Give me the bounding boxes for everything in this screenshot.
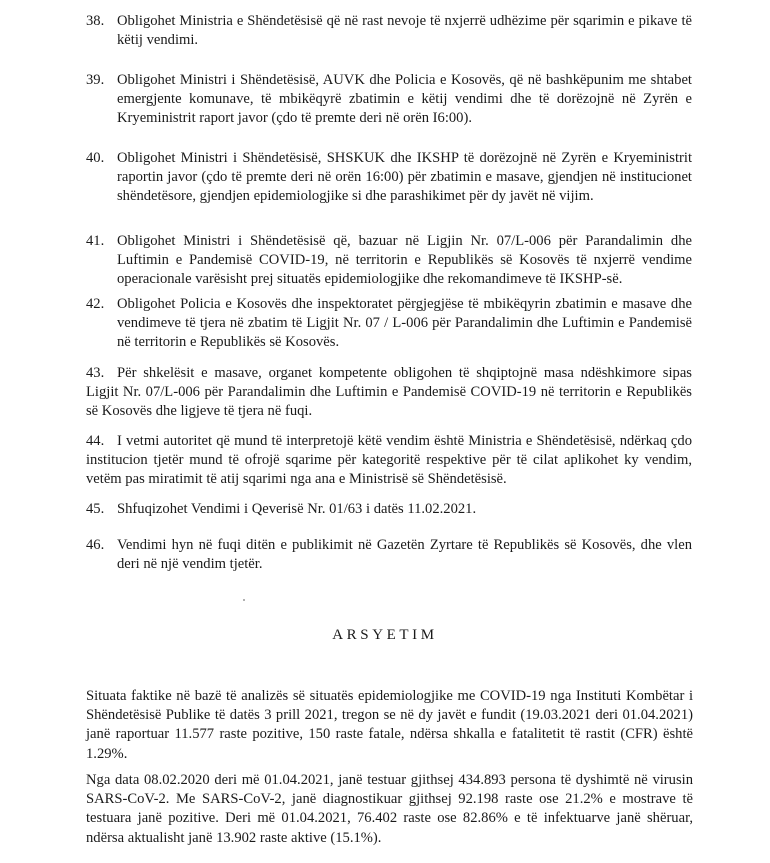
- article-38: [86, 12, 692, 50]
- article-number: 42.: [86, 296, 105, 312]
- article-number: 45.: [86, 501, 105, 517]
- paragraph-situation: Situata faktike në bazë të analizës së situatës epidemiologjike me COVID-19 nga Instituti Kombëtar i Shëndetësisë Publike të datës 3 prill 2021, tregon se në dy javët e fundit (19.03.2021 deri 01.04.2021) janë raportuar 11.577 raste pozitive, 150 raste fatale, ndërsa shkalla e fatalitetit të rastit (CFR) është 1.29%.: [86, 688, 693, 762]
- article-text: Obligohet Policia e Kosovës dhe inspektoratet përgjegjëse të mbikëqyrin zbatimin e masave dhe vendimeve të tjera në zbatim të Ligjit Nr. 07 / L-006 për Parandalimin dhe Luftimin e Pandemisë në territorin e Republikës së Kosovës.: [117, 296, 692, 351]
- article-number: 41.: [86, 233, 105, 249]
- scan-speck: [243, 599, 245, 601]
- article-text: Obligohet Ministri i Shëndetësisë që, bazuar në Ligjin Nr. 07/L-006 për Parandalimin dhe Luftimin e Pandemisë COVID-19, në territorin e Republikës së Kosovës të nxjerrë vendime operacionale varësisht prej situatës epidemiologjike dhe rekomandimeve të IKSHP-së.: [117, 233, 692, 288]
- article-text: I vetmi autoritet që mund të interpretojë këtë vendim është Ministria e Shëndetësisë, ndërkaq çdo institucion tjetër mund të ofrojë sqarime për kategoritë respektive për të cilat aplikohet ky vendim, vetëm pas miratimit të atij sqarimi nga ana e Ministrisë së Shëndetësisë.: [86, 433, 692, 488]
- article-text: Vendimi hyn në fuqi ditën e publikimit në Gazetën Zyrtare të Republikës së Kosovës, dhe vlen deri në një vendim tjetër.: [117, 537, 692, 573]
- article-number: 46.: [86, 537, 105, 553]
- article-43: [86, 364, 692, 422]
- article-44: [86, 432, 692, 490]
- article-41: [86, 232, 692, 290]
- article-39: [86, 71, 692, 129]
- section-heading: ARSYETIM: [332, 627, 438, 643]
- article-number: 40.: [86, 150, 105, 166]
- article-number: 39.: [86, 72, 105, 88]
- article-42: [86, 295, 692, 353]
- article-text: Obligohet Ministria e Shëndetësisë që në rast nevoje të nxjerrë udhëzime për sqarimin e pikave të këtij vendimi.: [117, 13, 692, 49]
- article-45: [86, 500, 692, 519]
- article-number: 44.: [86, 433, 105, 449]
- article-number: 38.: [86, 13, 105, 29]
- article-text: Shfuqizohet Vendimi i Qeverisë Nr. 01/63 i datës 11.02.2021.: [117, 501, 477, 517]
- paragraph-testing: Nga data 08.02.2020 deri më 01.04.2021, janë testuar gjithsej 434.893 persona të dyshimtë në virusin SARS-CoV-2. Me SARS-CoV-2, janë diagnostikuar gjithsej 92.198 raste ose 21.2% e mostrave të testuara janë pozitive. Deri më 01.04.2021, 76.402 raste ose 82.86% e të infektuarve janë shëruar, ndërsa aktualisht janë 13.902 raste aktive (15.1%).: [86, 772, 693, 846]
- article-number: 43.: [86, 365, 105, 381]
- article-46: [86, 536, 692, 574]
- article-text: Për shkelësit e masave, organet kompetente obligohen të shqiptojnë masa ndëshkimore sipas Ligjit Nr. 07/L-006 për Parandalimin dhe Luftimin e Pandemisë COVID-19 në territorin e Republikës së Kosovës dhe ligjeve të tjera në fuqi.: [86, 365, 692, 420]
- article-text: Obligohet Ministri i Shëndetësisë, AUVK dhe Policia e Kosovës, që në bashkëpunim me shtabet emergjente komunave, të mbikëqyrë zbatimin e këtij vendimi dhe të dorëzojnë në Zyrën e Kryeministrit raport javor (çdo të premte deri në orën I6:00).: [117, 72, 692, 127]
- article-text: Obligohet Ministri i Shëndetësisë, SHSKUK dhe IKSHP të dorëzojnë në Zyrën e Kryeministrit raportin javor (çdo të premte deri në orën 16:00) për zbatimin e masave, gjendjen në institucionet shëndetësore, gjendjen epidemiologjike si dhe parashikimet për dy javët në vijim.: [117, 150, 692, 205]
- article-40: [86, 149, 692, 207]
